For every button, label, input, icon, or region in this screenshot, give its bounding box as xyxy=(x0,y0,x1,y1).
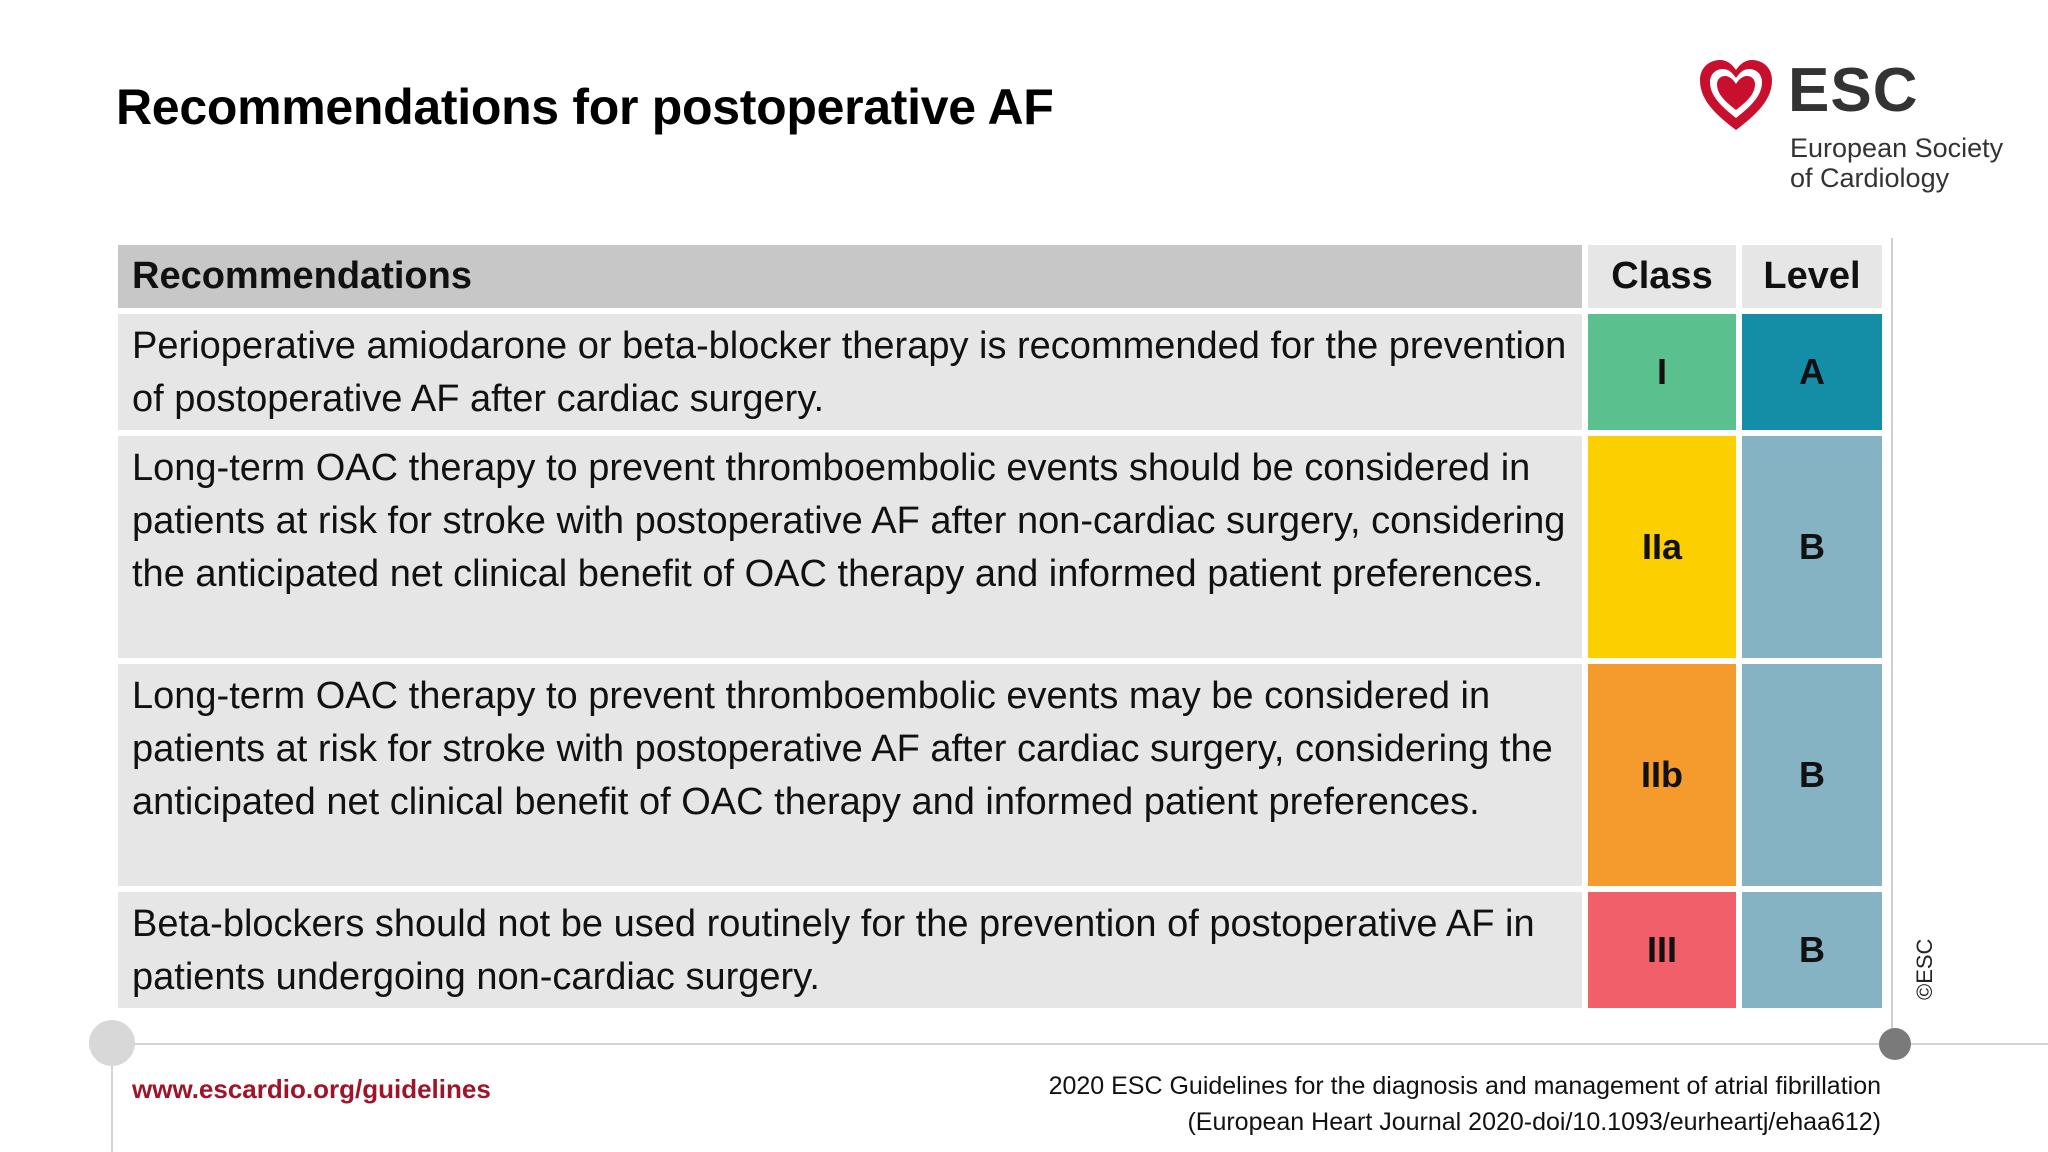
footer-divider xyxy=(112,1043,2048,1045)
esc-logo xyxy=(1696,56,2016,206)
level-badge: B xyxy=(1742,664,1882,886)
recommendation-text: Beta-blockers should not be used routinely for the prevention of postoperative AF in patients undergoing non-cardiac surgery. xyxy=(118,892,1582,1008)
logo-line1: European Society xyxy=(1790,133,2004,163)
citation-line2: (European Heart Journal 2020-doi/10.1093/eurheartj/ehaa612) xyxy=(1187,1108,1881,1136)
heart-logo-icon xyxy=(1696,56,1776,136)
recommendation-text: Perioperative amiodarone or beta-blocker therapy is recommended for the prevention of postoperative AF after cardiac surgery. xyxy=(118,314,1582,430)
table-row xyxy=(118,664,1882,886)
guidelines-link[interactable]: www.escardio.org/guidelines xyxy=(132,1074,491,1104)
footer-dot-left xyxy=(89,1020,135,1066)
class-badge: I xyxy=(1588,314,1736,430)
class-badge: IIb xyxy=(1588,664,1736,886)
class-badge: III xyxy=(1588,892,1736,1008)
recommendation-text: Long-term OAC therapy to prevent thromboembolic events may be considered in patients at risk for stroke with postoperative AF after cardiac surgery, considering the anticipated net clinical benefit of OAC therapy and informed patient preferences. xyxy=(118,664,1582,886)
logo-line2: of Cardiology xyxy=(1790,163,1950,193)
logo-acronym: ESC xyxy=(1788,56,1919,125)
footer-dot-right xyxy=(1879,1028,1911,1060)
table-row xyxy=(118,436,1882,658)
level-badge: B xyxy=(1742,436,1882,658)
copyright-label: ©ESC xyxy=(1912,938,1937,1000)
citation xyxy=(1049,1068,1881,1140)
level-badge: B xyxy=(1742,892,1882,1008)
recommendation-text: Long-term OAC therapy to prevent thromboembolic events should be considered in patients at risk for stroke with postoperative AF after non-cardiac surgery, considering the anticipated net clinical benefit of OAC therapy and informed patient preferences. xyxy=(118,436,1582,658)
header-level: Level xyxy=(1742,245,1882,308)
table-row xyxy=(118,314,1882,430)
page-title: Recommendations for postoperative AF xyxy=(116,79,1054,135)
table-header-row xyxy=(118,245,1882,308)
recommendations-table xyxy=(118,245,1882,1008)
header-class: Class xyxy=(1588,245,1736,308)
footer-vertical-line xyxy=(111,1066,113,1152)
class-badge: IIa xyxy=(1588,436,1736,658)
table-row xyxy=(118,892,1882,1008)
right-divider xyxy=(1891,238,1893,1036)
header-recommendations: Recommendations xyxy=(118,245,1582,308)
citation-line1: 2020 ESC Guidelines for the diagnosis and management of atrial fibrillation xyxy=(1048,1072,1881,1100)
level-badge: A xyxy=(1742,314,1882,430)
